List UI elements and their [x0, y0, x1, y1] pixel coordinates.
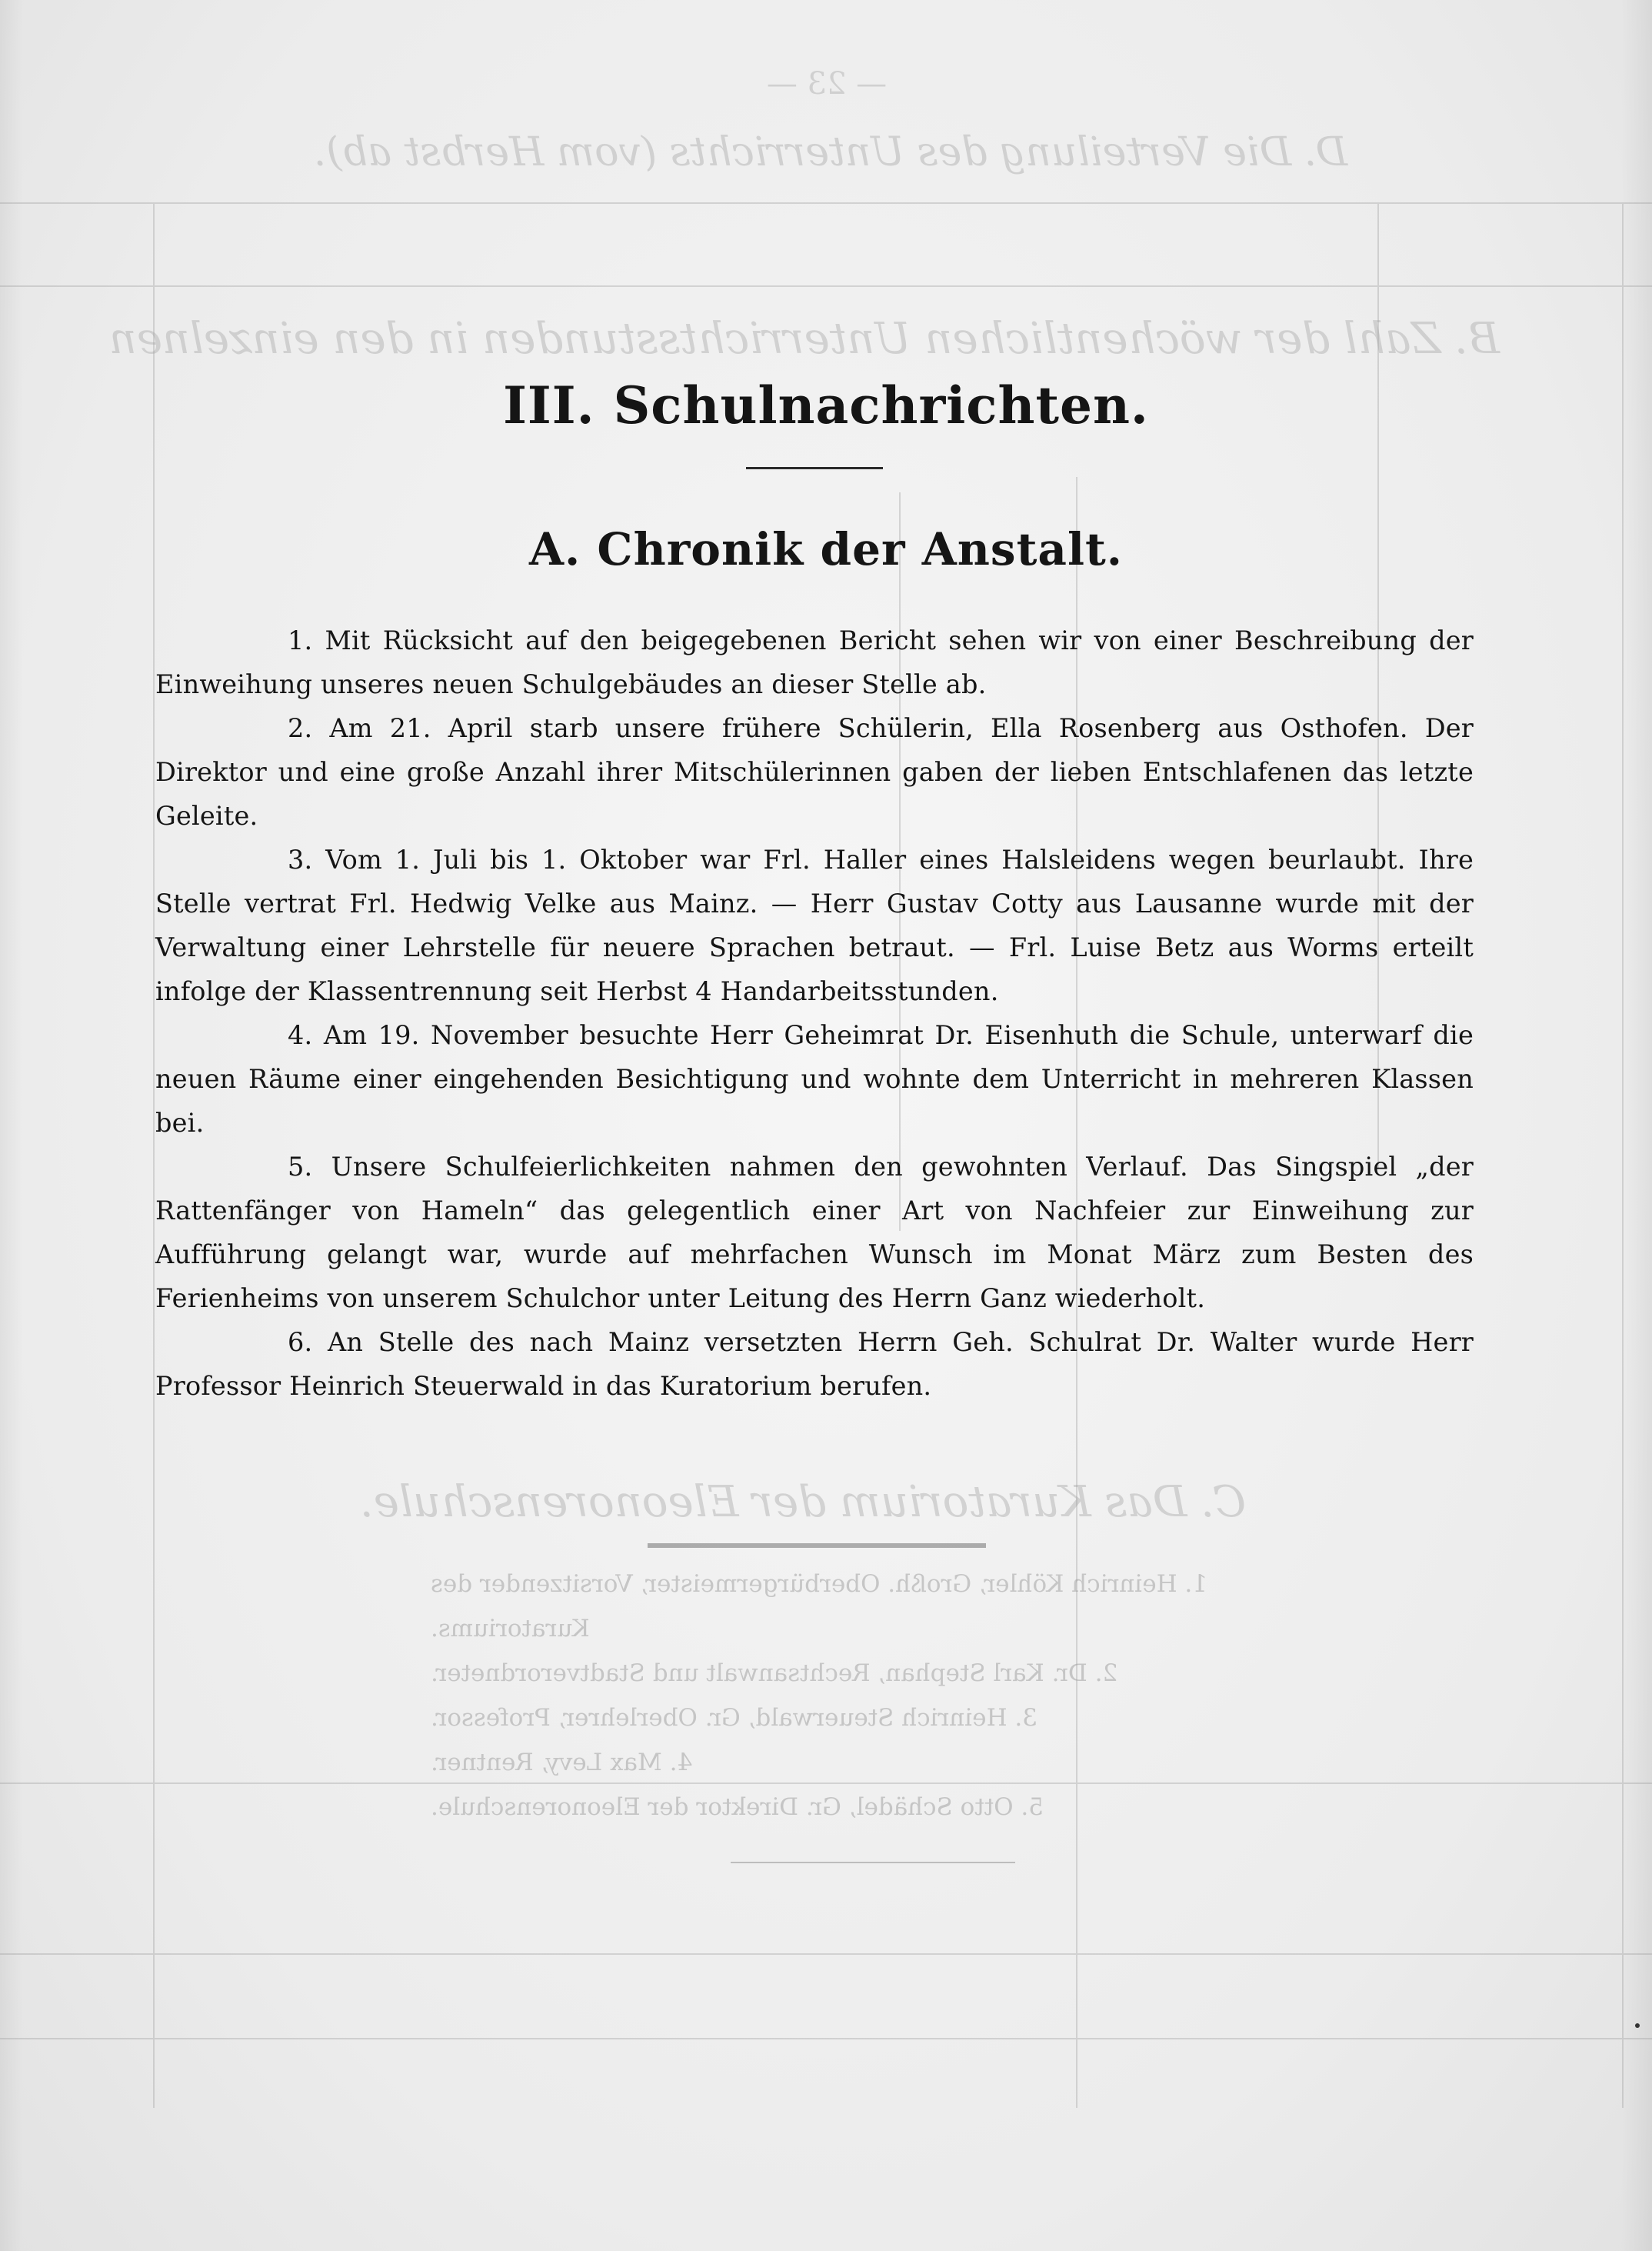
chronicle-text: [155, 619, 1474, 1408]
title-rule: [746, 467, 883, 469]
scan-speck: [1635, 2023, 1640, 2028]
bleed-list-item: 3. Heinrich Steuerwald, Gr. Oberlehrer, Professor.: [431, 1704, 1037, 1732]
chronicle-paragraph: 3. Vom 1. Juli bis 1. Oktober war Frl. Haller eines Halsleidens wegen beurlaubt. Ihre Stelle vertrat Frl. Hedwig Velke aus Mainz. — Herr Gustav Cotty aus Lausanne wurde mit der Verwaltung einer Lehrstelle für neuere Sprachen betraut. — Frl. Luise Betz aus Worms erteilt infolge der Klassentrennung seit Herbst 4 Handarbeitsstunden.: [155, 845, 1474, 1006]
bleed-list-item: 2. Dr. Karl Stephan, Rechtsanwalt und Stadtverordneter.: [431, 1659, 1118, 1687]
bleed-page-number: — 23 —: [766, 66, 888, 102]
bleed-list-item: 4. Max Levy, Rentner.: [431, 1749, 693, 1776]
bleed-list-item: 5. Otto Schädel, Gr. Direktor der Eleonorenschule.: [431, 1793, 1044, 1821]
bleed-list-item: 1. Heinrich Köhler, Großh. Oberbürgermeister, Vorsitzender des Kuratoriums.: [431, 1570, 1208, 1642]
section-title: III. Schulnachrichten.: [503, 375, 1149, 435]
bleed-title-d: D. Die Verteilung des Unterrichts (vom Herbst ab).: [313, 129, 1348, 175]
chronicle-paragraph: 2. Am 21. April starb unsere frühere Schülerin, Ella Rosenberg aus Osthofen. Der Direktor und eine große Anzahl ihrer Mitschülerinnen gaben der lieben Entschlafenen das letzte Geleite.: [155, 713, 1474, 831]
chronicle-title: A. Chronik der Anstalt.: [529, 523, 1123, 575]
chronicle-paragraph: 5. Unsere Schulfeierlichkeiten nahmen den gewohnten Verlauf. Das Singspiel „der Rattenfänger von Hameln“ das gelegentlich einer Art von Nachfeier zur Einweihung zur Aufführung gelangt war, wurde auf mehrfachen Wunsch im Monat März zum Besten des Ferienheims von unserem Schulchor unter Leitung des Herrn Ganz wiederholt.: [155, 1152, 1474, 1313]
chronicle-paragraph: 4. Am 19. November besuchte Herr Geheimrat Dr. Eisenhuth die Schule, unterwarf die neuen Räume einer eingehenden Besichtigung und wohnte dem Unterricht in mehreren Klassen bei.: [155, 1020, 1474, 1138]
chronicle-paragraph: 6. An Stelle des nach Mainz versetzten Herrn Geh. Schulrat Dr. Walter wurde Herr Professor Heinrich Steuerwald in das Kuratorium berufen.: [155, 1327, 1474, 1401]
chronicle-paragraph: 1. Mit Rücksicht auf den beigegebenen Bericht sehen wir von einer Beschreibung der Einweihung unseres neuen Schulgebäudes an dieser Stelle ab.: [155, 625, 1474, 699]
bleed-title-c: C. Das Kuratorium der Eleonorenschule.: [359, 1477, 1246, 1527]
bleed-title-b: B. Zahl der wöchentlichen Unterrichtsstunden in den einzelnen: [108, 314, 1500, 364]
